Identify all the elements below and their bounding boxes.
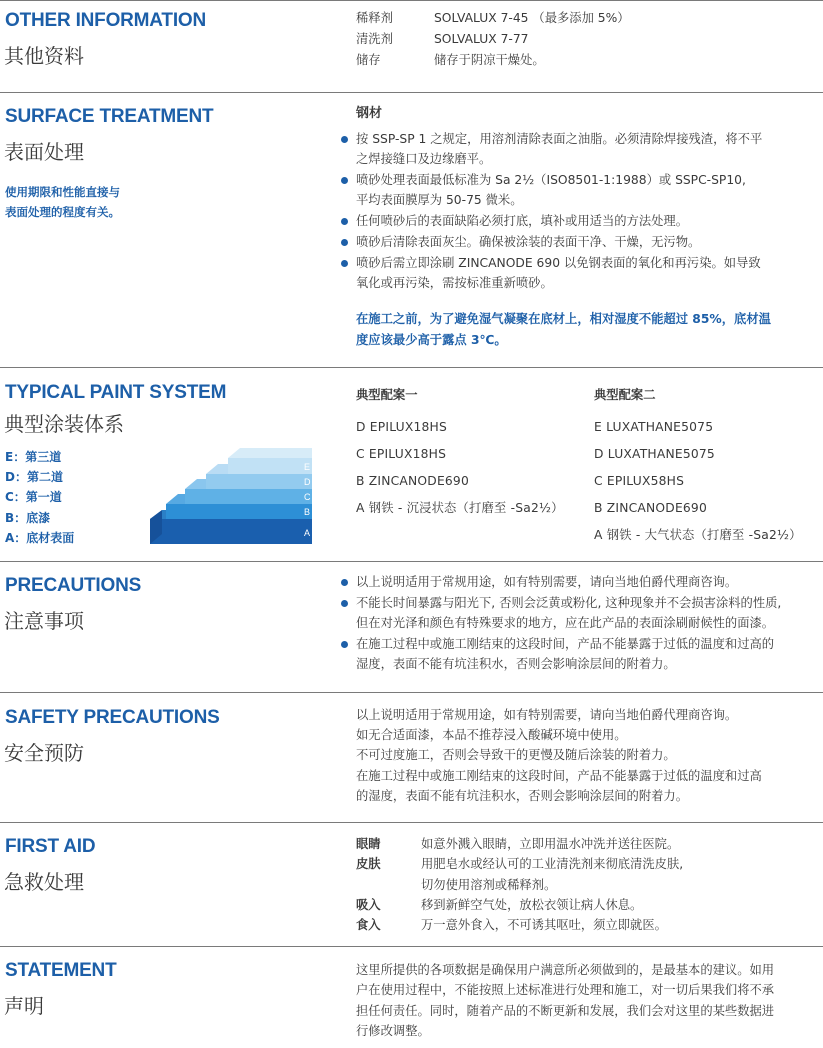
section-title-en: FIRST AID [5, 836, 96, 857]
section-title-en: SAFETY PRECAUTIONS [5, 707, 220, 728]
section-divider [0, 0, 823, 1]
humidity-warning: 度应该最少高于露点 3℃。 [356, 333, 507, 347]
surface-line: 氧化或再污染，需按标准重新喷砂。 [356, 276, 553, 290]
section-title-zh: 典型涂装体系 [4, 412, 124, 436]
layer-d-front [206, 474, 312, 489]
section-title-en: OTHER INFORMATION [5, 10, 207, 31]
step-letter: E [304, 462, 311, 472]
statement-line: 这里所提供的各项数据是确保用户满意所必须做到的，是最基本的建议。如用 [356, 963, 775, 977]
section-title-zh: 声明 [4, 994, 44, 1018]
bullet-icon [341, 260, 348, 267]
firstaid-label: 食入 [356, 918, 381, 932]
precaution-line: 但在对光泽和颜色有特殊要求的地方，应在此产品的表面涂刷耐候性的面漆。 [356, 616, 775, 630]
bullet-icon [341, 579, 348, 586]
info-value: SOLVALUX 7-45 （最多添加 5%） [434, 11, 630, 25]
system1-layer: D EPILUX18HS [356, 420, 447, 434]
safety-line: 在施工过程中或施工刚结束的这段时间，产品不能暴露于过低的温度和过高 [356, 769, 762, 783]
section-title-zh: 注意事项 [4, 609, 84, 633]
step-letter: B [304, 507, 311, 517]
bullet-icon [341, 239, 348, 246]
section-divider [0, 367, 823, 368]
precaution-line: 湿度，表面不能有坑洼积水，否则会影响涂层间的附着力。 [356, 657, 676, 671]
safety-line: 如无合适面漆，本品不推荐浸入酸碱环境中使用。 [356, 728, 627, 742]
layer-b-top [166, 494, 185, 504]
legend-item: D：第二道 [5, 470, 63, 484]
bullet-icon [341, 641, 348, 648]
system1-layer: A 钢铁 - 沉浸状态（打磨至 -Sa2½） [356, 501, 564, 515]
layer-c-front [185, 489, 312, 504]
section-title-en: PRECAUTIONS [5, 575, 142, 596]
surface-note: 表面处理的程度有关。 [5, 205, 120, 219]
precaution-line: 不能长时间暴露与阳光下, 否则会泛黄或粉化, 这种现象并不会损害涂料的性质, [356, 596, 782, 610]
bullet-icon [341, 218, 348, 225]
section-title-en: TYPICAL PAINT SYSTEM [5, 382, 227, 403]
firstaid-value: 用肥皂水或经认可的工业清洗剂来彻底清洗皮肤, [421, 857, 684, 871]
section-divider [0, 561, 823, 562]
section-title-zh: 其他资料 [4, 44, 84, 68]
safety-line: 以上说明适用于常规用途，如有特别需要，请向当地伯爵代理商咨询。 [356, 708, 738, 722]
section-title-en: STATEMENT [5, 960, 117, 981]
system1-layer: B ZINCANODE690 [356, 474, 469, 488]
step-letter: D [304, 477, 311, 487]
statement-line: 户在使用过程中，不能按照上述标准进行处理和施工，对一切后果我们将不承 [356, 983, 775, 997]
bullet-icon [341, 177, 348, 184]
layer-e-top [228, 448, 312, 458]
firstaid-label: 眼睛 [356, 837, 381, 851]
system1-title: 典型配案一 [356, 388, 418, 402]
surface-line: 任何喷砂后的表面缺陷必须打底，填补或用适当的方法处理。 [356, 214, 689, 228]
statement-line: 行修改调整。 [356, 1024, 430, 1038]
system2-layer: A 钢铁 - 大气状态（打磨至 -Sa2½） [594, 528, 802, 542]
section-divider [0, 92, 823, 93]
section-title-zh: 安全预防 [4, 741, 84, 765]
section-title-zh: 表面处理 [4, 140, 84, 164]
legend-item: B：底漆 [5, 511, 51, 525]
firstaid-label: 吸入 [356, 898, 381, 912]
surface-line: 喷砂后需立即涂刷 ZINCANODE 690 以免钢表面的氧化和再污染。如导致 [356, 256, 761, 270]
section-title-zh: 急救处理 [4, 870, 84, 894]
steel-heading: 钢材 [356, 106, 383, 121]
system2-layer: C EPILUX58HS [594, 474, 685, 488]
info-label: 稀释剂 [356, 11, 393, 25]
firstaid-value: 切勿使用溶剂或稀释剂。 [421, 878, 557, 892]
firstaid-value: 移到新鲜空气处，放松衣领让病人休息。 [421, 898, 643, 912]
layer-e-front [228, 458, 312, 474]
info-value: 储存于阴凉干燥处。 [434, 53, 545, 67]
step-letter: A [304, 528, 311, 538]
layer-c-top [185, 479, 206, 489]
legend-item: C：第一道 [5, 490, 62, 504]
surface-line: 按 SSP-SP 1 之规定，用溶剂清除表面之油脂。必须清除焊接残渣，将不平 [356, 132, 763, 146]
surface-note: 使用期限和性能直接与 [5, 185, 120, 199]
safety-line: 的湿度，表面不能有坑洼积水，否则会影响涂层间的附着力。 [356, 789, 689, 803]
layer-a-front [150, 519, 312, 544]
layer-b-front [166, 504, 312, 519]
system2-layer: B ZINCANODE690 [594, 501, 707, 515]
surface-line: 平均表面膜厚为 50-75 微米。 [356, 193, 523, 207]
precaution-line: 以上说明适用于常规用途，如有特别需要，请向当地伯爵代理商咨询。 [356, 575, 738, 589]
bullet-icon [341, 136, 348, 143]
system2-layer: E LUXATHANE5075 [594, 420, 714, 434]
info-value: SOLVALUX 7-77 [434, 32, 529, 46]
step-letter: C [304, 492, 311, 502]
section-divider [0, 692, 823, 693]
safety-line: 不可过度施工，否则会导致干的更慢及随后涂装的附着力。 [356, 748, 676, 762]
surface-line: 喷砂处理表面最低标准为 Sa 2½（ISO8501-1:1988）或 SSPC-SP10, [356, 173, 746, 187]
system2-layer: D LUXATHANE5075 [594, 447, 715, 461]
legend-item: E：第三道 [5, 450, 62, 464]
humidity-warning: 在施工之前，为了避免湿气凝聚在底材上，相对湿度不能超过 85%，底材温 [356, 312, 771, 326]
bullet-icon [341, 600, 348, 607]
system1-layer: C EPILUX18HS [356, 447, 447, 461]
statement-line: 担任何责任。同时，随着产品的不断更新和发展，我们会对这里的某些数据进 [356, 1004, 775, 1018]
surface-line: 喷砂后清除表面灰尘。确保被涂装的表面干净、干燥，无污物。 [356, 235, 701, 249]
info-label: 清洗剂 [356, 32, 393, 46]
legend-item: A：底材表面 [5, 531, 75, 545]
firstaid-label: 皮肤 [356, 857, 381, 871]
section-divider [0, 822, 823, 823]
info-label: 储存 [356, 53, 381, 67]
firstaid-value: 万一意外食入，不可诱其呕吐，须立即就医。 [421, 918, 667, 932]
surface-line: 之焊接缝口及边缘磨平。 [356, 152, 492, 166]
precaution-line: 在施工过程中或施工刚结束的这段时间，产品不能暴露于过低的温度和过高的 [356, 637, 775, 651]
layer-d-top [206, 464, 228, 474]
section-title-en: SURFACE TREATMENT [5, 106, 214, 127]
firstaid-value: 如意外溅入眼睛，立即用温水冲洗并送往医院。 [421, 837, 680, 851]
section-divider [0, 946, 823, 947]
system2-title: 典型配案二 [594, 388, 656, 402]
paint-layer-diagram [148, 444, 316, 548]
